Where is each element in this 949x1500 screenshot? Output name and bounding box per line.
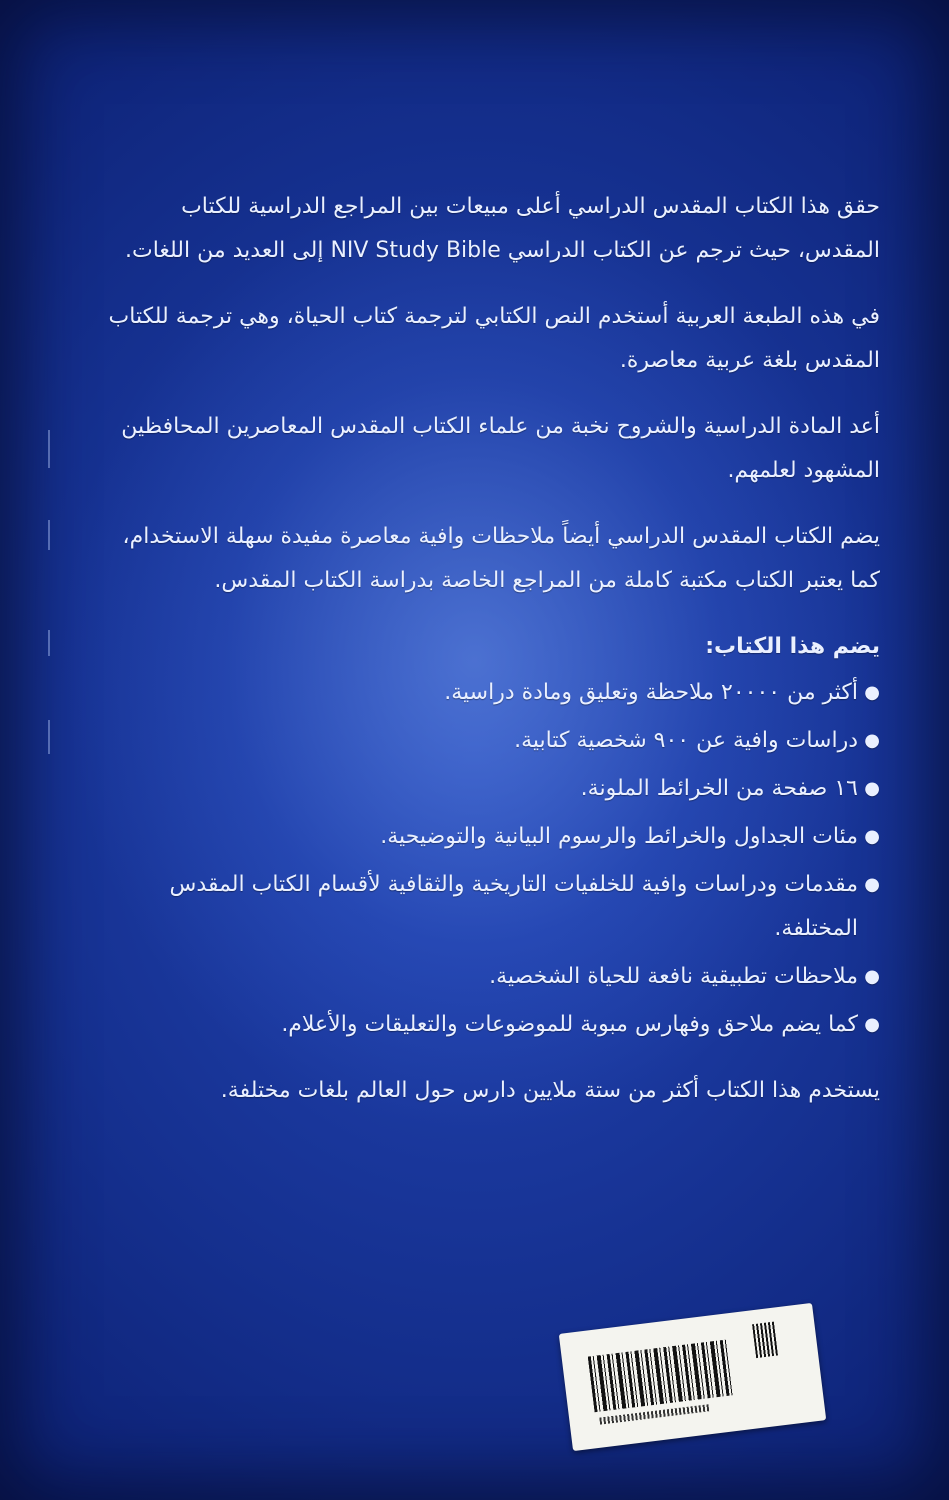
crease-mark bbox=[48, 630, 50, 656]
bullet-icon: ● bbox=[864, 826, 880, 847]
feature-text: دراسات وافية عن ٩٠٠ شخصية كتابية. bbox=[514, 728, 858, 753]
bullet-icon: ● bbox=[864, 874, 880, 895]
crease-mark bbox=[48, 430, 50, 468]
features-list bbox=[95, 671, 880, 1047]
bullet-icon: ● bbox=[864, 778, 880, 799]
list-item bbox=[95, 671, 880, 715]
spine-crease-marks bbox=[30, 430, 70, 760]
feature-text: مقدمات ودراسات وافية للخلفيات التاريخية والثقافية لأقسام الكتاب المقدس المختلفة. bbox=[169, 872, 858, 941]
barcode-icon bbox=[588, 1340, 734, 1413]
intro-paragraph: حقق هذا الكتاب المقدس الدراسي أعلى مبيعات بين المراجع الدراسية للكتاب المقدس، حيث ترجم عن الكتاب الدراسي NIV Study Bible إلى العديد من اللغات. bbox=[125, 194, 880, 263]
closing-paragraph: يستخدم هذا الكتاب أكثر من ستة ملايين دارس حول العالم بلغات مختلفة. bbox=[220, 1078, 880, 1103]
edition-paragraph: في هذه الطبعة العربية أستخدم النص الكتابي لترجمة كتاب الحياة، وهي ترجمة للكتاب المقدس بلغة عربية معاصرة. bbox=[108, 304, 880, 373]
barcode-sticker bbox=[559, 1303, 826, 1451]
features-heading: يضم هذا الكتاب: bbox=[705, 634, 880, 659]
bullet-icon: ● bbox=[864, 1014, 880, 1035]
notes-paragraph: يضم الكتاب المقدس الدراسي أيضاً ملاحظات وافية معاصرة مفيدة سهلة الاستخدام، كما يعتبر الكتاب مكتبة كاملة من المراجع الخاصة بدراسة الكتاب المقدس. bbox=[122, 524, 880, 593]
list-item bbox=[95, 719, 880, 763]
feature-text: أكثر من ٢٠٠٠٠ ملاحظة وتعليق ومادة دراسية. bbox=[444, 680, 858, 705]
feature-text: كما يضم ملاحق وفهارس مبوبة للموضوعات والتعليقات والأعلام. bbox=[281, 1012, 858, 1037]
crease-mark bbox=[48, 520, 50, 550]
list-item bbox=[95, 863, 880, 951]
list-item bbox=[95, 767, 880, 811]
list-item bbox=[95, 815, 880, 859]
feature-text: مئات الجداول والخرائط والرسوم البيانية والتوضيحية. bbox=[380, 824, 858, 849]
feature-text: ١٦ صفحة من الخرائط الملونة. bbox=[580, 776, 858, 801]
barcode-side-icon bbox=[752, 1322, 778, 1358]
bullet-icon: ● bbox=[864, 730, 880, 751]
description-text-block bbox=[95, 185, 880, 1135]
list-item bbox=[95, 955, 880, 999]
bullet-icon: ● bbox=[864, 682, 880, 703]
bullet-icon: ● bbox=[864, 966, 880, 987]
scholars-paragraph: أعد المادة الدراسية والشروح نخبة من علماء الكتاب المقدس المعاصرين المحافظين المشهود لعلمهم. bbox=[121, 414, 880, 483]
feature-text: ملاحظات تطبيقية نافعة للحياة الشخصية. bbox=[489, 964, 858, 989]
list-item bbox=[95, 1003, 880, 1047]
crease-mark bbox=[48, 720, 50, 754]
